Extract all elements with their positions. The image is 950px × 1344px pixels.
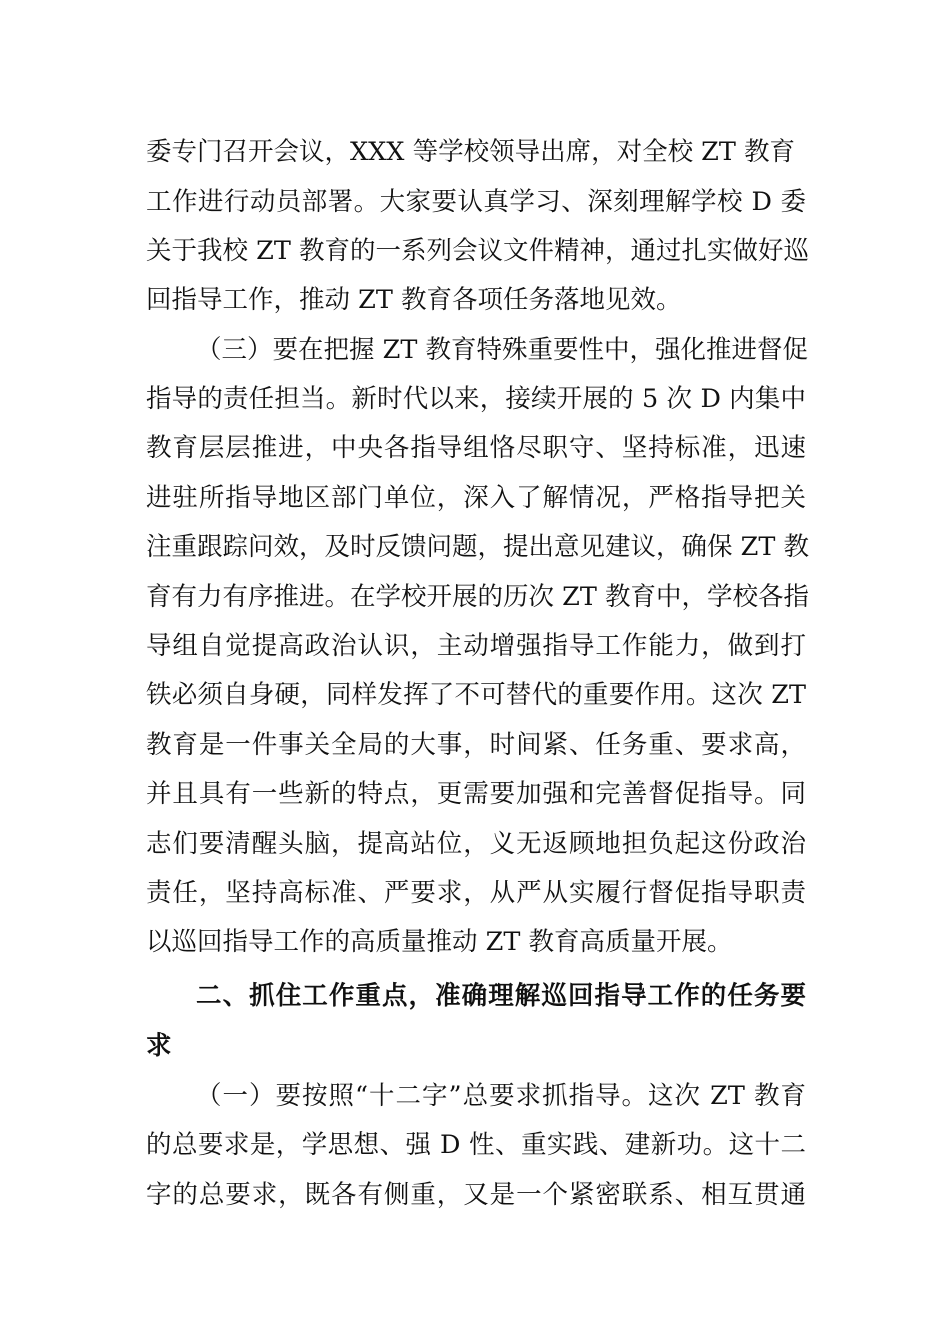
text-line: 并且具有一些新的特点，更需要加强和完善督促指导。同 xyxy=(146,779,806,809)
text-line: 志们要清醒头脑，提高站位，义无返顾地担负起这份政治 xyxy=(146,829,806,859)
text-line: 导组自觉提高政治认识，主动增强指导工作能力，做到打 xyxy=(146,631,806,661)
text-line: 以巡回指导工作的高质量推动 ZT 教育高质量开展。 xyxy=(146,927,733,957)
text-line: 委专门召开会议，XXX 等学校领导出席，对全校 ZT 教育 xyxy=(146,137,796,167)
text-line: 注重跟踪问效，及时反馈问题，提出意见建议，确保 ZT 教 xyxy=(146,532,809,562)
text-line: 指导的责任担当。新时代以来，接续开展的 5 次 D 内集中 xyxy=(146,384,806,414)
section-heading-continuation: 求 xyxy=(146,1031,172,1061)
text-line: 教育是一件事关全局的大事，时间紧、任务重、要求高， xyxy=(146,730,806,760)
text-line: 字的总要求，既各有侧重，又是一个紧密联系、相互贯通 xyxy=(146,1180,806,1210)
paragraph-start-line: （一）要按照“十二字”总要求抓指导。这次 ZT 教育 xyxy=(196,1081,806,1111)
text-line: 的总要求是，学思想、强 D 性、重实践、建新功。这十二 xyxy=(146,1130,806,1160)
text-line: 工作进行动员部署。大家要认真学习、深刻理解学校 D 委 xyxy=(146,187,806,217)
text-line: 责任，坚持高标准、严要求，从严从实履行督促指导职责 xyxy=(146,878,806,908)
text-line: 进驻所指导地区部门单位，深入了解情况，严格指导把关 xyxy=(146,483,806,513)
paragraph-start-line: （三）要在把握 ZT 教育特殊重要性中，强化推进督促 xyxy=(196,335,808,365)
section-heading: 二、抓住工作重点，准确理解巡回指导工作的任务要 xyxy=(196,981,806,1011)
text-line: 铁必须自身硬，同样发挥了不可替代的重要作用。这次 ZT xyxy=(146,680,806,710)
text-line: 教育层层推进，中央各指导组恪尽职守、坚持标准，迅速 xyxy=(146,433,806,463)
text-line: 育有力有序推进。在学校开展的历次 ZT 教育中，学校各指 xyxy=(146,582,809,612)
text-line: 关于我校 ZT 教育的一系列会议文件精神，通过扎实做好巡 xyxy=(146,236,809,266)
text-line: 回指导工作，推动 ZT 教育各项任务落地见效。 xyxy=(146,285,682,315)
